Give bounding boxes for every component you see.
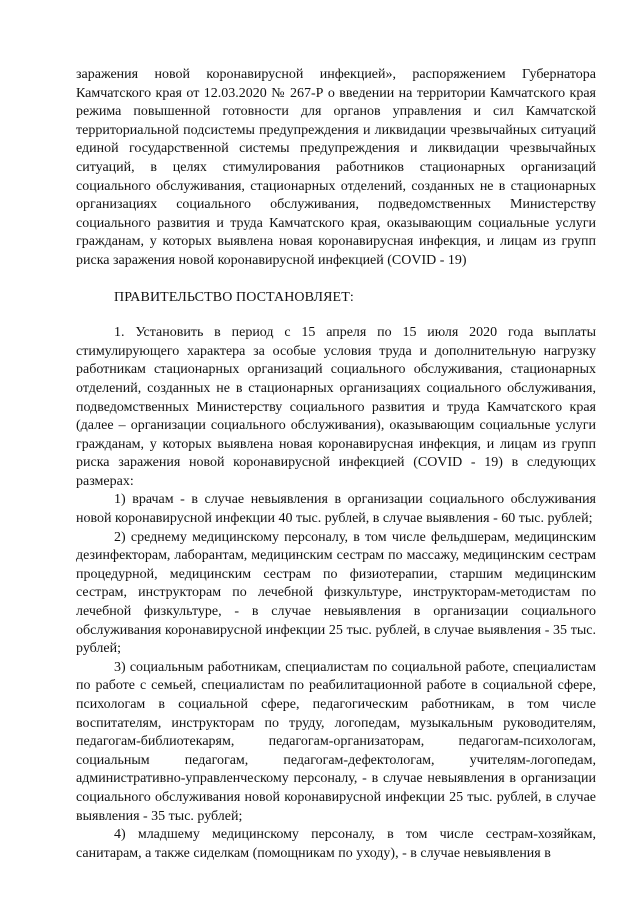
clause-1-item-2: 2) среднему медицинскому персоналу, в том числе фельдшерам, медицинским дезинфекторам, лаборантам, медицинским сестрам по массажу, медицинским сестрам процедурной, медицинским сестрам по физиотерапии, старшим медицинским сестрам, инструкторам по лечебной физкультуре, инструкторам-методистам по лечебной физкультуре, - в случае невыявления в организации социального обслуживания коронавирусной инфекции 25 тыс. рублей, в случае выявления - 35 тыс. рублей; [76,529,596,657]
intro-paragraph: заражения новой коронавирусной инфекцией», распоряжением Губернатора Камчатского края от 12.03.2020 № 267-Р о введении на территории Камчатского края режима повышенной готовности для органов управления и сил Камчатской территориальной подсистемы предупреждения и ликвидации чрезвычайных ситуаций единой государственной системы предупреждения и ликвидации чрезвычайных ситуаций, в целях стимулирования работников стационарных организаций социального обслуживания, стационарных отделений, созданных не в стационарных организациях социального обслуживания, подведомственных Министерству социального развития и труда Камчатского края, оказывающим социальные услуги гражданам, у которых выявлена новая коронавирусная инфекция, и лицам из групп риска заражения новой коронавирусной инфекцией (COVID - 19) [76,67,596,268]
clause-1-item-4: 4) младшему медицинскому персоналу, в том числе сестрам-хозяйкам, санитарам, а также сиделкам (помощникам по уходу), - в случае невыявления в [76,827,596,861]
document-page [76,66,596,863]
clause-1-paragraph: 1. Установить в период с 15 апреля по 15 июля 2020 года выплаты стимулирующего характера за особые условия труда и дополнительную нагрузку работникам стационарных организаций социального обслуживания, стационарных отделений, созданных не в стационарных организациях социального обслуживания, подведомственных Министерству социального развития и труда Камчатского края (далее – организации социального обслуживания), оказывающим социальные услуги гражданам, у которых выявлена новая коронавирусная инфекция, и лицам из групп риска заражения новой коронавирусной инфекцией (COVID - 19) в следующих размерах: [76,325,596,489]
resolution-heading: ПРАВИТЕЛЬСТВО ПОСТАНОВЛЯЕТ: [114,289,354,305]
clause-1-item-3: 3) социальным работникам, специалистам по социальной работе, специалистам по работе с семьей, специалистам по реабилитационной работе в социальной сфере, психологам в социальной сфере, педагогическим работникам, в том числе воспитателям, инструкторам по труду, логопедам, музыкальным руководителям, педагогам-библиотекарям, педагогам-организаторам, педагогам-психологам, социальным педагогам, педагогам-дефектологам, учителям-логопедам, административно-управленческому персоналу, - в случае невыявления в организации социального обслуживания новой коронавирусной инфекции 25 тыс. рублей, в случае выявления - 35 тыс. рублей; [76,659,596,824]
clause-1-item-1: 1) врачам - в случае невыявления в организации социального обслуживания новой коронавирусной инфекции 40 тыс. рублей, в случае выявления - 60 тыс. рублей; [76,492,596,527]
